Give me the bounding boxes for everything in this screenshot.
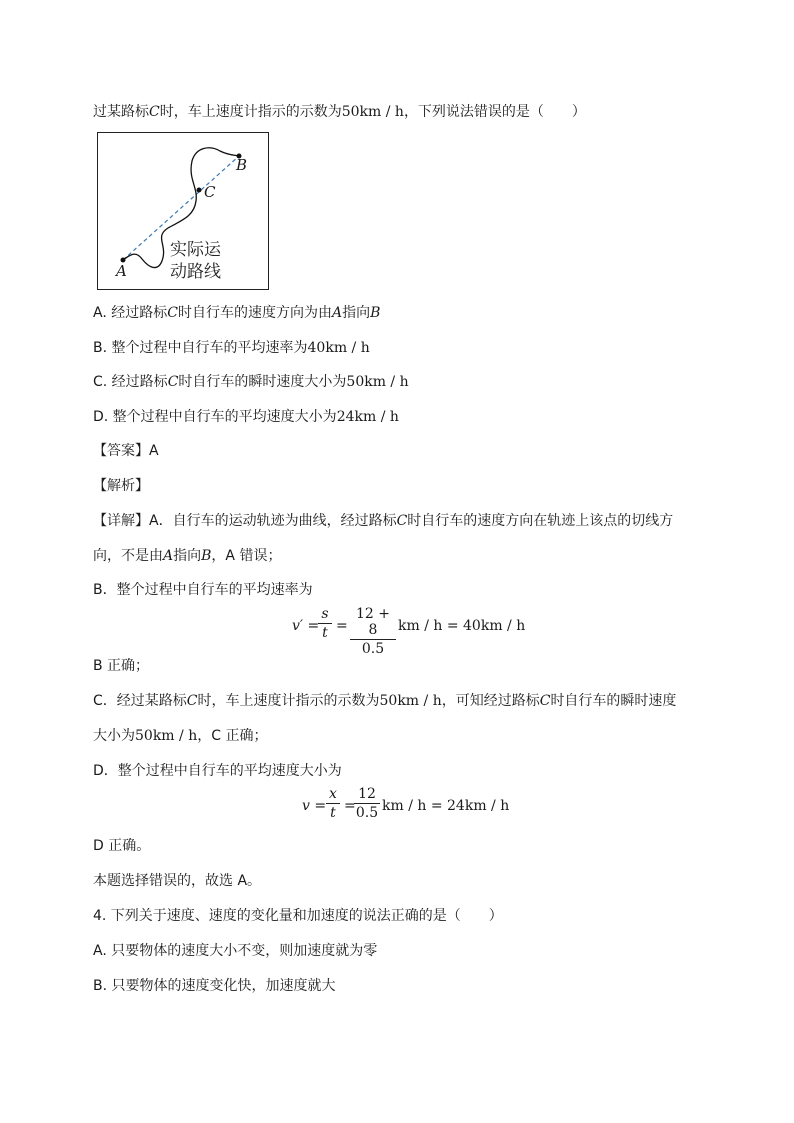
detail-d-conclusion: D 正确。 (93, 838, 151, 854)
fraction-bar (326, 803, 340, 804)
text: 时自行车的瞬时速度 (550, 693, 677, 709)
formula-d-eq: = (344, 798, 356, 814)
denominator: 0.5 (355, 805, 379, 821)
var-b: B (370, 305, 381, 321)
text: 过某路标 (93, 104, 149, 120)
denominator: t (322, 625, 328, 641)
formula-b-frac2 (350, 606, 396, 657)
text: 时自行车的瞬时速度大小为 (178, 374, 347, 390)
numerator: 12 + 8 (356, 606, 390, 638)
var-c: C (167, 374, 179, 390)
var-c: C (539, 693, 551, 709)
formula-b-eq: = (336, 618, 348, 634)
formula-b-frac1 (318, 606, 332, 641)
text: 【详解】A．自行车的运动轨迹为曲线，经过路标 (93, 513, 397, 529)
var-c: C (186, 693, 198, 709)
q4-option-a: A. 只要物体的速度大小不变，则加速度就为零 (93, 943, 378, 959)
caption-line1: 实际运 (170, 240, 221, 260)
value: 40km / h (307, 340, 370, 356)
speed-value: 50km / h (341, 104, 404, 120)
option-d (93, 407, 399, 427)
option-b (93, 338, 370, 358)
motion-path-figure (97, 132, 269, 290)
fraction-bar (354, 803, 380, 804)
detail-c-line2 (93, 726, 267, 746)
text: B. 整个过程中自行车的平均速率为 (93, 340, 308, 356)
text: 大小为 (93, 728, 135, 744)
text: 时，车上速度计指示的示数为 (159, 104, 342, 120)
formula-d-rhs: km / h = 24km / h (382, 798, 510, 814)
speed-value: 50km / h (135, 728, 198, 744)
formula-b-rhs: km / h = 40km / h (398, 618, 526, 634)
formula-d-frac2 (354, 786, 380, 821)
value: 24km / h (336, 409, 399, 425)
analysis-title: 【解析】 (93, 478, 149, 494)
caption-line2: 动路线 (170, 262, 221, 282)
detail-a-line1 (93, 511, 673, 531)
text: 时自行车的速度方向在轨迹上该点的切线方 (407, 513, 674, 529)
option-c (93, 372, 409, 392)
q4-option-b: B. 只要物体的速度变化快，加速度就大 (93, 978, 336, 994)
text: 指向 (342, 305, 371, 321)
denominator: t (330, 805, 336, 821)
label-b: B (236, 156, 248, 174)
speed-value: 50km / h (379, 693, 442, 709)
text: C. 经过路标 (93, 374, 168, 390)
text: 时，车上速度计指示的示数为 (197, 693, 380, 709)
text: ，C 正确； (197, 728, 268, 744)
text: ，可知经过路标 (441, 693, 540, 709)
point-c (197, 188, 202, 193)
detail-summary: 本题选择错误的，故选 A。 (93, 873, 262, 889)
var-c: C (167, 305, 178, 321)
denominator: 0.5 (361, 641, 385, 657)
var-b: B (201, 548, 212, 564)
var-a: A (163, 548, 174, 564)
formula-b-lhs: v′ = (292, 618, 320, 634)
question-intro (93, 102, 586, 122)
text: D. 整个过程中自行车的平均速度大小为 (93, 409, 337, 425)
option-a (93, 303, 380, 323)
var-c: C (396, 513, 408, 529)
formula-d-frac1 (326, 786, 340, 821)
text: 时自行车的速度方向为由 (177, 305, 332, 321)
text: 指向 (173, 548, 202, 564)
fraction-bar (318, 623, 332, 624)
numerator: x (329, 786, 337, 802)
var-c: C (149, 104, 160, 120)
detail-c-line1 (93, 691, 676, 711)
label-a: A (116, 262, 127, 280)
detail-b-line: B．整个过程中自行车的平均速率为 (93, 582, 313, 598)
label-c: C (204, 183, 216, 201)
text: A. 经过路标 (93, 305, 168, 321)
value: 50km / h (346, 374, 409, 390)
text: ，A 错误； (211, 548, 282, 564)
formula-d-lhs: v = (302, 798, 327, 814)
numerator: s (321, 606, 329, 622)
text: ，下列说法错误的是（ ） (403, 104, 586, 120)
q4-stem: 4. 下列关于速度、速度的变化量和加速度的说法正确的是（ ） (93, 908, 503, 924)
var-a: A (331, 305, 343, 321)
detail-b-conclusion: B 正确； (93, 658, 150, 674)
detail-d-line: D．整个过程中自行车的平均速度大小为 (93, 763, 342, 779)
answer: 【答案】A (93, 443, 159, 459)
text: 向，不是由 (93, 548, 163, 564)
text: C．经过某路标 (93, 693, 187, 709)
numerator: 12 (358, 786, 376, 802)
fraction-bar (350, 639, 396, 640)
detail-a-line2 (93, 546, 281, 566)
